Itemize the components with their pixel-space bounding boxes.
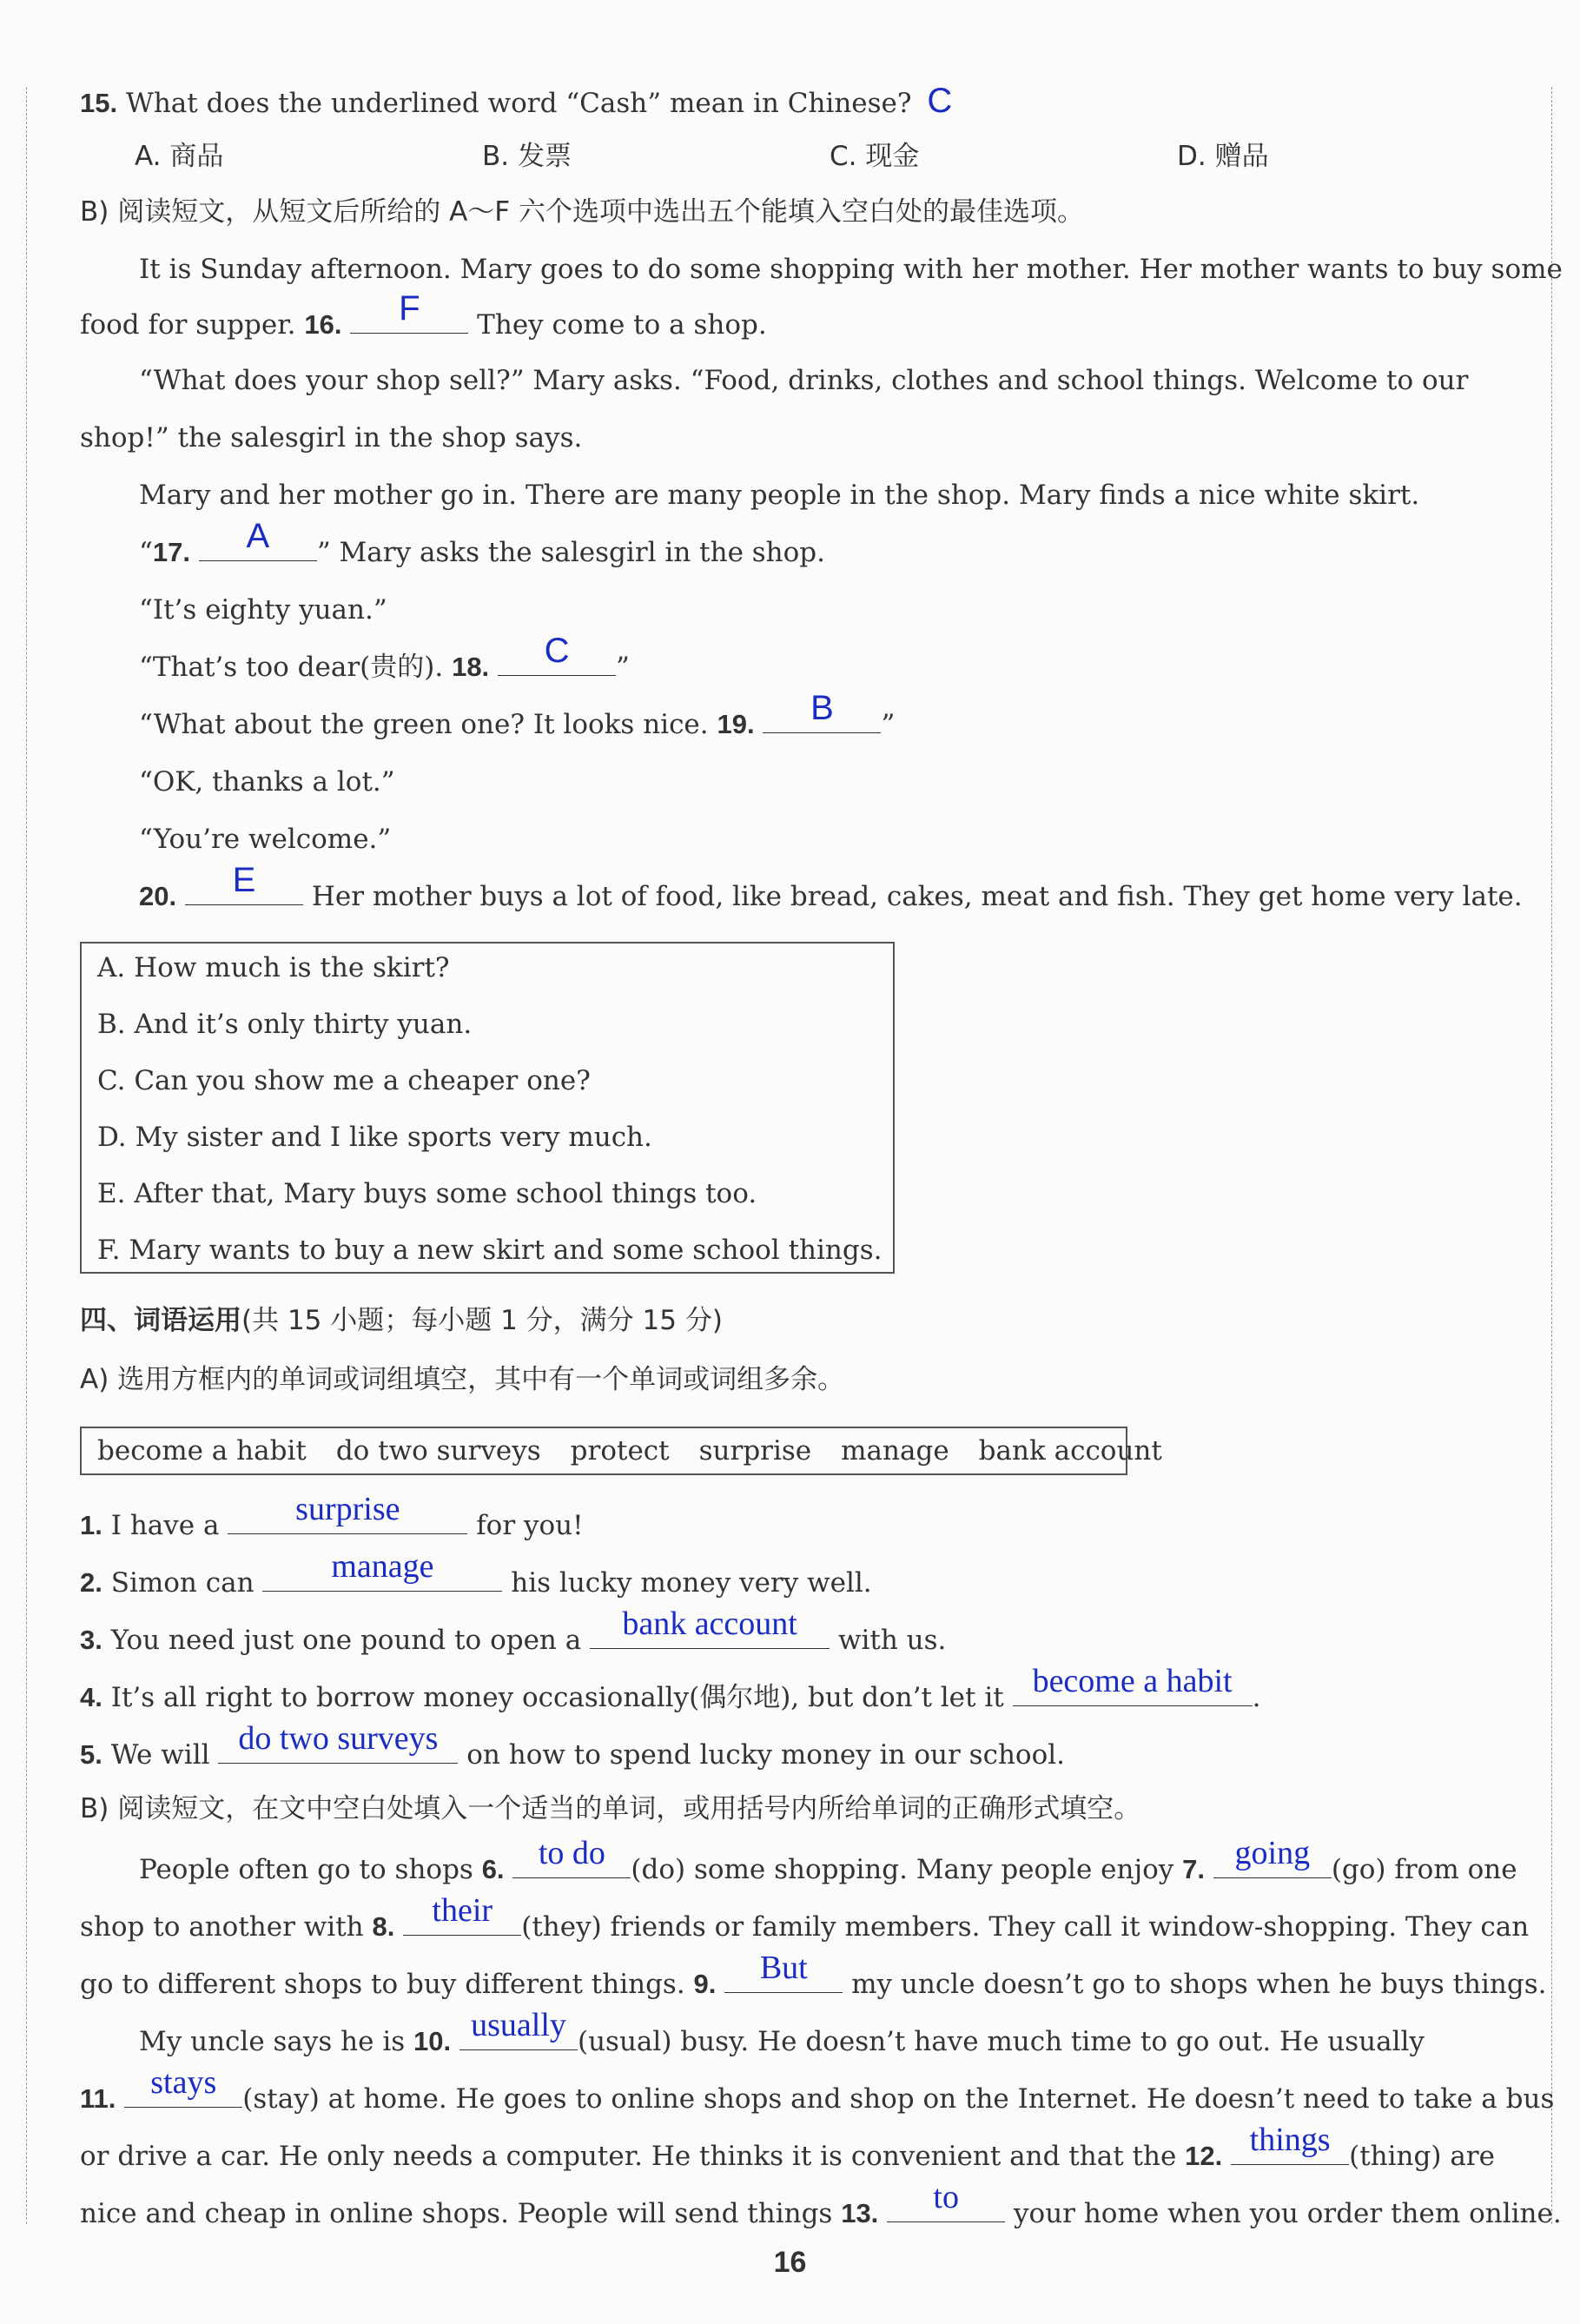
option-item: C. Can you show me a cheaper one? <box>97 1065 591 1096</box>
option-item: A. How much is the skirt? <box>97 952 450 983</box>
blank-13: to <box>887 2195 1005 2222</box>
cloze-line: People often go to shops 6. to do (do) some shopping. Many people enjoy 7. going (go) from one <box>139 1835 1517 1885</box>
question-15: 15. What does the underlined word “Cash” mean in Chinese? C <box>80 82 953 120</box>
option-item: F. Mary wants to buy a new skirt and some school things. <box>97 1235 883 1266</box>
part-a-instruction: A) 选用方框内的单词或词组填空，其中有一个单词或词组多余。 <box>80 1364 845 1395</box>
word-option: do two surveys <box>335 1435 541 1467</box>
option-item: B. And it’s only thirty yuan. <box>97 1009 473 1040</box>
question-15-text: What does the underlined word “Cash” mean in Chinese? <box>125 88 912 119</box>
word-option: bank account <box>978 1435 1162 1467</box>
word-box <box>80 1427 1162 1475</box>
page-number: 16 <box>773 2246 807 2279</box>
cloze-line: go to different shops to buy different things. 9. But my uncle doesn’t go to shops when he buys things. <box>80 1950 1547 2000</box>
blank-9: But <box>724 1966 843 1993</box>
passage-line: “What does your shop sell?” Mary asks. “Food, drinks, clothes and school things. Welcome to our <box>139 365 1469 396</box>
cloze-line: or drive a car. He only needs a computer. He thinks it is convenient and that the 12. things (thing) are <box>80 2122 1495 2172</box>
question-15-answer: C <box>927 82 953 120</box>
cloze-line: nice and cheap in online shops. People will send things 13. to your home when you order them online. <box>80 2179 1562 2229</box>
blank-8: their <box>403 1909 521 1936</box>
blank-16: F <box>350 307 468 334</box>
word-option: manage <box>841 1435 949 1467</box>
section-title: 四、词语运用 <box>80 1305 241 1336</box>
part-b-instruction: B) 阅读短文，从短文后所给的 A～F 六个选项中选出五个能填入空白处的最佳选项。 <box>80 196 1084 228</box>
fill-item-2: 2. Simon can manage his lucky money very well. <box>80 1548 872 1599</box>
blank-10: usually <box>459 2023 578 2050</box>
options-box <box>80 942 895 1274</box>
blank-4: become a habit <box>1013 1679 1253 1706</box>
passage-line: It is Sunday afternoon. Mary goes to do some shopping with her mother. Her mother wants to buy some <box>139 254 1563 285</box>
blank-2: manage <box>262 1565 502 1592</box>
option-item: E. After that, Mary buys some school things too. <box>97 1178 757 1209</box>
blank-12: things <box>1231 2138 1349 2165</box>
blank-18: C <box>498 649 616 676</box>
fill-item-5: 5. We will do two surveys on how to spend lucky money in our school. <box>80 1720 1066 1771</box>
passage-line-q20: 20. E Her mother buys a lot of food, like bread, cakes, meat and fish. They get home very late. <box>139 861 1523 912</box>
fill-item-3: 3. You need just one pound to open a bank account with us. <box>80 1606 947 1656</box>
left-margin-line <box>26 87 27 2224</box>
blank-6: to do <box>512 1851 631 1878</box>
blank-7: going <box>1213 1851 1332 1878</box>
option-c: C. 现金 <box>830 141 920 172</box>
blank-1: surprise <box>228 1507 467 1534</box>
right-margin-line <box>1551 87 1552 2224</box>
passage-line-q17: “17. A ” Mary asks the salesgirl in the shop. <box>139 517 825 568</box>
passage-line: “You’re welcome.” <box>139 824 392 855</box>
word-option: protect <box>570 1435 670 1467</box>
option-a: A. 商品 <box>135 141 224 172</box>
passage-line: shop!” the salesgirl in the shop says. <box>80 422 583 454</box>
blank-11: stays <box>124 2081 242 2108</box>
section-note: (共 15 小题；每小题 1 分，满分 15 分) <box>241 1305 723 1336</box>
blank-19: B <box>763 706 881 733</box>
option-b: B. 发票 <box>482 141 572 172</box>
fill-item-1: 1. I have a surprise for you! <box>80 1491 584 1541</box>
blank-20: E <box>185 878 303 905</box>
blank-3: bank account <box>590 1622 830 1649</box>
word-option: become a habit <box>97 1435 307 1467</box>
passage-line-q19: “What about the green one? It looks nice. 19. B ” <box>139 689 896 740</box>
option-item: D. My sister and I like sports very much. <box>97 1122 652 1153</box>
passage-line: “It’s eighty yuan.” <box>139 594 387 626</box>
cloze-line: shop to another with 8. their (they) friends or family members. They call it window-shopping. They can <box>80 1892 1530 1943</box>
section-4-header <box>80 1301 1524 1340</box>
word-option: surprise <box>698 1435 812 1467</box>
question-15-options <box>135 137 1524 175</box>
blank-5: do two surveys <box>218 1737 458 1764</box>
option-d: D. 赠品 <box>1177 141 1269 172</box>
blank-17: A <box>199 534 317 561</box>
passage-line: “OK, thanks a lot.” <box>139 766 395 798</box>
passage-line-q18: “That’s too dear(贵的). 18. C ” <box>139 632 630 683</box>
passage-line-q16: food for supper. 16. F They come to a shop. <box>80 289 767 341</box>
fill-item-4: 4. It’s all right to borrow money occasionally(偶尔地), but don’t let it become a habit . <box>80 1663 1261 1713</box>
cloze-line: My uncle says he is 10. usually (usual) busy. He doesn’t have much time to go out. He usually <box>139 2007 1425 2057</box>
passage-line: Mary and her mother go in. There are many people in the shop. Mary finds a nice white skirt. <box>139 480 1420 511</box>
part-b-fill-instruction: B) 阅读短文，在文中空白处填入一个适当的单词，或用括号内所给单词的正确形式填空。 <box>80 1793 1141 1824</box>
cloze-line: 11. stays (stay) at home. He goes to online shops and shop on the Internet. He doesn’t need to take a bus <box>80 2064 1555 2115</box>
